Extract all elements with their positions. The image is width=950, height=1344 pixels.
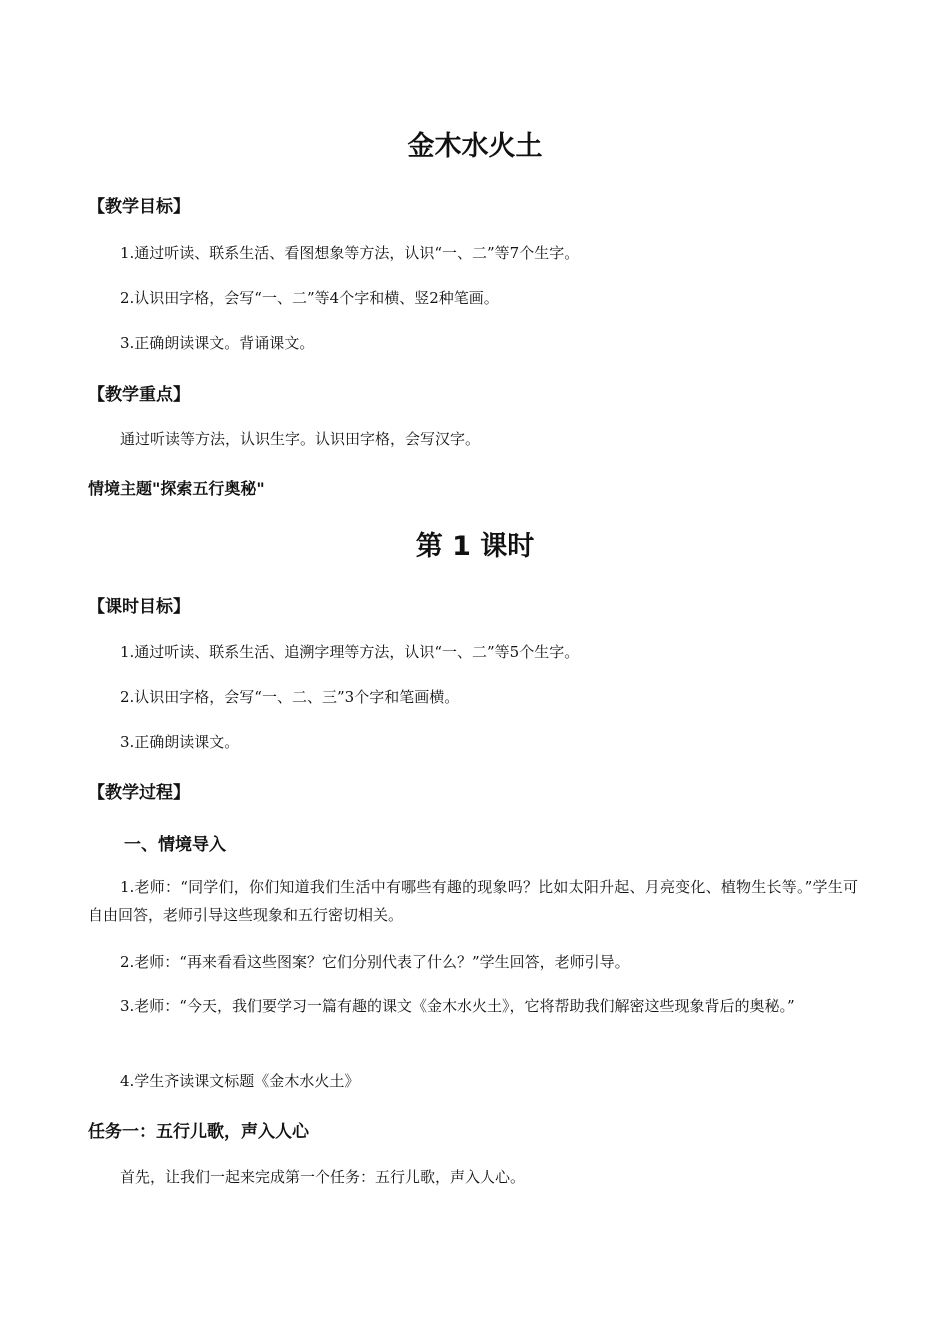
- lesson-title: 第 1 课时: [415, 531, 535, 562]
- process-item: 1.老师：“同学们，你们知道我们生活中有哪些有趣的现象吗？比如太阳升起、月亮变化、植物生长等。”学生可自由回答，老师引导这些现象和五行密切相关。: [88, 878, 858, 924]
- lesson-goal-item: 1.通过听读、联系生活、追溯字理等方法，认识“一、二”等5个生字。: [120, 643, 580, 661]
- teaching-focus-text: 通过听读等方法，认识生字。认识田字格，会写汉字。: [120, 430, 481, 448]
- teaching-process-heading: 【教学过程】: [88, 783, 190, 803]
- teaching-focus-heading: 【教学重点】: [88, 385, 190, 405]
- process-item: 2.老师：“再来看看这些图案？它们分别代表了什么？”学生回答，老师引导。: [120, 953, 630, 971]
- section-heading: 一、情境导入: [124, 835, 226, 855]
- task-text: 首先，让我们一起来完成第一个任务：五行儿歌，声入人心。: [120, 1168, 526, 1186]
- teaching-goal-item: 2.认识田字格，会写“一、二”等4个字和横、竖2种笔画。: [120, 289, 499, 307]
- theme-line: 情境主题"探索五行奥秘": [88, 479, 265, 498]
- process-item: 4.学生齐读课文标题《金木水火土》: [120, 1072, 360, 1090]
- teaching-goal-item: 1.通过听读、联系生活、看图想象等方法，认识“一、二”等7个生字。: [120, 244, 580, 262]
- process-item: 3.老师：“今天，我们要学习一篇有趣的课文《金木水火土》，它将帮助我们解密这些现象背后的奥秘。”: [120, 997, 795, 1015]
- lesson-goals-heading: 【课时目标】: [88, 597, 190, 617]
- document-title: 金木水火土: [407, 131, 543, 162]
- task-heading: 任务一：五行儿歌，声入人心: [88, 1122, 309, 1142]
- teaching-goal-item: 3.正确朗读课文。背诵课文。: [120, 334, 315, 352]
- lesson-goal-item: 2.认识田字格，会写“一、二、三”3个字和笔画横。: [120, 688, 460, 706]
- lesson-goal-item: 3.正确朗读课文。: [120, 733, 240, 751]
- teaching-goals-heading: 【教学目标】: [88, 197, 190, 217]
